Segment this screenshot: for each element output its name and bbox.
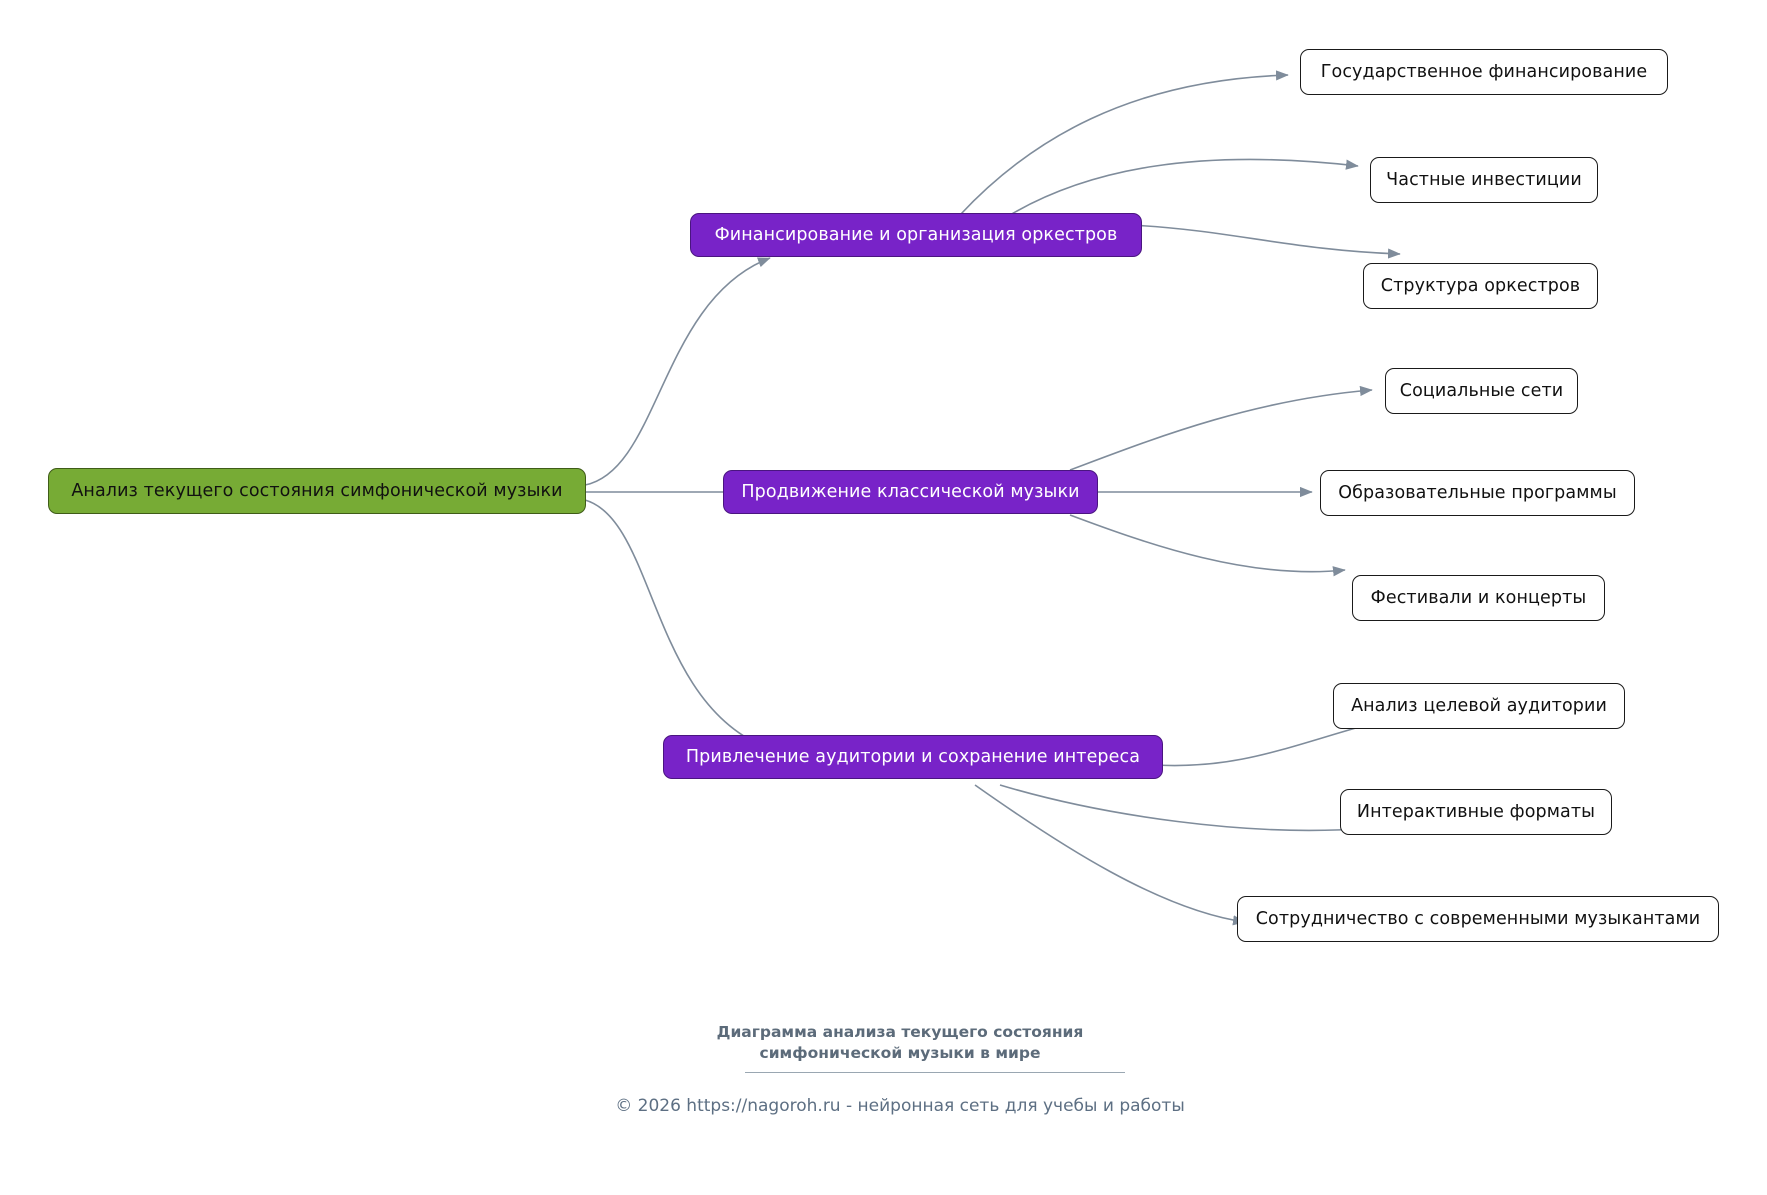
node-leaf-educational-programs[interactable]	[1320, 470, 1635, 516]
node-leaf-social-networks-label: Социальные сети	[1399, 380, 1564, 401]
node-leaf-interactive-formats[interactable]	[1340, 789, 1612, 835]
node-branch-financing[interactable]	[690, 213, 1142, 257]
edge-branch1-to-leaf-2	[1010, 159, 1358, 215]
node-leaf-collaboration-modern-musicians-label: Сотрудничество с современными музыкантами	[1255, 908, 1701, 929]
node-leaf-state-funding[interactable]	[1300, 49, 1668, 95]
node-leaf-private-investment[interactable]	[1370, 157, 1598, 203]
node-leaf-festivals-concerts[interactable]	[1352, 575, 1605, 621]
edge-root-to-branch-1	[585, 258, 770, 485]
diagram-caption-line1: Диаграмма анализа текущего состояния	[716, 1023, 1084, 1041]
node-root[interactable]	[48, 468, 586, 514]
edge-root-to-branch-3	[585, 500, 765, 747]
node-leaf-state-funding-label: Государственное финансирование	[1320, 61, 1648, 82]
node-leaf-target-audience-analysis[interactable]	[1333, 683, 1625, 729]
diagram-caption	[600, 1022, 1200, 1064]
edge-branch3-to-leaf-2	[1000, 785, 1370, 830]
node-branch-promotion[interactable]	[723, 470, 1098, 514]
footer-credit	[400, 1096, 1400, 1116]
edge-branch2-to-leaf-3	[1070, 515, 1345, 572]
node-leaf-private-investment-label: Частные инвестиции	[1386, 169, 1582, 190]
node-leaf-orchestra-structure-label: Структура оркестров	[1380, 275, 1581, 296]
node-leaf-collaboration-modern-musicians[interactable]	[1237, 896, 1719, 942]
caption-divider	[745, 1072, 1125, 1073]
node-leaf-target-audience-analysis-label: Анализ целевой аудитории	[1351, 695, 1607, 716]
node-leaf-orchestra-structure[interactable]	[1363, 263, 1598, 309]
edge-branch1-to-leaf-1	[960, 75, 1288, 215]
node-leaf-social-networks[interactable]	[1385, 368, 1578, 414]
diagram-caption-line2: симфонической музыки в мире	[759, 1043, 1041, 1062]
edge-branch3-to-leaf-3	[975, 785, 1245, 922]
node-leaf-festivals-concerts-label: Фестивали и концерты	[1370, 587, 1587, 608]
node-branch-audience-label: Привлечение аудитории и сохранение интереса	[685, 746, 1141, 767]
node-leaf-educational-programs-label: Образовательные программы	[1338, 482, 1617, 503]
node-root-label: Анализ текущего состояния симфонической музыки	[71, 480, 563, 501]
footer-credit-text: © 2026 https://nagoroh.ru - нейронная сеть для учебы и работы	[615, 1096, 1185, 1116]
node-branch-promotion-label: Продвижение классической музыки	[741, 481, 1080, 502]
node-leaf-interactive-formats-label: Интерактивные форматы	[1356, 801, 1596, 822]
node-branch-financing-label: Финансирование и организация оркестров	[714, 224, 1118, 245]
node-branch-audience[interactable]	[663, 735, 1163, 779]
edge-branch2-to-leaf-1	[1070, 390, 1372, 470]
edge-branch1-to-leaf-3	[1130, 225, 1400, 254]
